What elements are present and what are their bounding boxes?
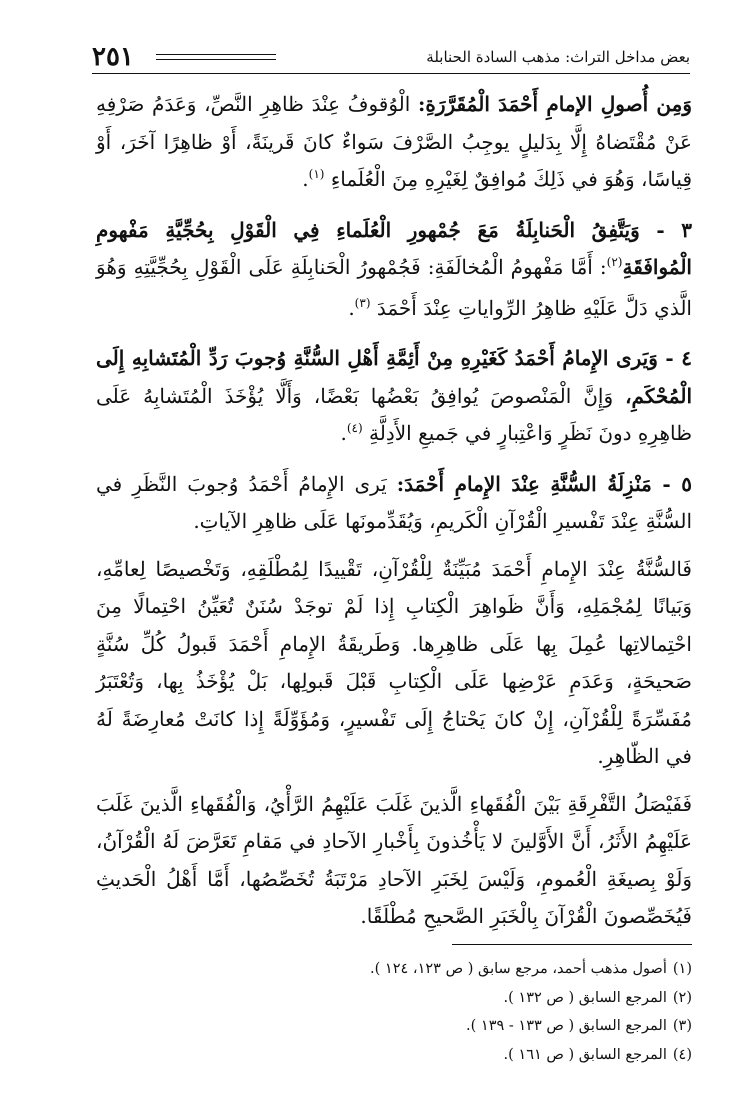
paragraph-heading: ٤ - وَيَرى الإِمامُ أَحْمَدُ كَغَيْرِهِ مِنْ أَئِمَّةِ أَهْلِ السُّنَّةِ وُجوبَ رَدِّ الْمُتَشابِهِ إِلَى الْمُحْكَمِ،	[96, 346, 692, 408]
header-decorative-rule	[156, 59, 276, 60]
page-number: ٢٥١	[92, 42, 134, 72]
paragraph-tail: .	[340, 421, 347, 445]
footnote-number: (٤)	[672, 1046, 692, 1063]
footnote-separator	[452, 944, 692, 945]
footnote-number: (١)	[672, 961, 692, 977]
paragraph-text: وَإِنَّ الْمَنْصوصَ يُوافِقُ بَعْضُها بَعْضًا، وَأَلَّا يُؤْخَذَ الْمُتَشابِهُ عَلَى ظاهِرِهِ دونَ نَظَرٍ وَاعْتِبارٍ في جَميعِ الأَدِلَّةِ	[96, 383, 692, 445]
footnote-ref: (٤)	[346, 421, 363, 435]
footnote-item	[300, 955, 692, 984]
footnote-text: أصول مذهب أحمد، مرجع سابق ( ص ١٢٣، ١٢٤ ).	[370, 961, 667, 977]
running-title: بعض مداخل التراث: مذهب السادة الحنابلة	[426, 48, 690, 66]
footnotes	[300, 955, 692, 1069]
footnote-text: المرجع السابق ( ص ١٣٣ - ١٣٩ ).	[466, 1018, 667, 1035]
paragraph-heading: وَمِن أُصولِ الإمامِ أَحْمَدَ الْمُقَرَّرَةِ:	[417, 92, 693, 116]
footnote-ref: (٣)	[354, 295, 371, 310]
paragraph-distinction	[96, 786, 692, 936]
paragraph-text: الْوُقوفُ عِنْدَ ظاهِرِ النَّصِّ، وَعَدَمُ صَرْفِهِ عَنْ مُقْتَضاهُ إِلَّا بِدَليلٍ يوجِبُ الصَّرْفَ سَواءٌ كانَ قَرينَةً، أَوْ ظاهِرًا آخَرَ، أَوْ قِياسًا، وَهُوَ في ذَلِكَ مُوافِقٌ لِغَيْرِهِ مِنَ الْعُلَماءِ	[96, 92, 692, 191]
header-decorative-rule	[156, 54, 276, 55]
footnote-item	[300, 984, 692, 1013]
footnote-item	[300, 1041, 692, 1070]
footnote-ref: (١)	[308, 167, 325, 181]
footnote-number: (٢)	[672, 989, 692, 1006]
paragraph-text: فَالسُّنَّةُ عِنْدَ الإِمامِ أَحْمَدَ مُبَيِّنَةٌ لِلْقُرْآنِ، تَقْييدًا لِمُطْلَقِهِ، وَتَخْصيصًا لِعامِّهِ، وَبَيانًا لِمُجْمَلِهِ، وَأَنَّ ظَواهِرَ الْكِتابِ إِذا لَمْ توجَدْ سُنَنٌ تُعَيِّنُ احْتِمالًا مِنَ احْتِمالاتِها عُمِلَ بِها عَلَى ظاهِرِها. وَطَريقَةُ الإِمامِ أَحْمَدَ قَبولُ كُلِّ سُنَّةٍ صَحيحَةٍ، وَعَدَمِ عَرْضِها عَلَى الْكِتابِ قَبْلَ قَبولِها، بَلْ يُؤْخَذُ بِها، وَتُعْتَبَرُ مُفَسِّرَةً لِلْقُرْآنِ، إِنْ كانَ يَحْتاجُ إِلَى تَفْسيرٍ، وَمُؤَوِّلَةً إِذا كانَتْ مُعارِضَةً لَهُ في الظّاهِرِ.	[96, 556, 692, 768]
paragraph-text: فَفَيْصَلُ التَّفْرِقَةِ بَيْنَ الْفُقَهاءِ الَّذينَ غَلَبَ عَلَيْهِمُ الرَّأْيُ، وَالْفُقَهاءِ الَّذينَ غَلَبَ عَلَيْهِمُ الأَثَرُ، أَنَّ الأَوَّلينَ لا يَأْخُذونَ بِأَخْبارِ الآحادِ في مَقامِ تَعَرَّضَ لَهُ الْقُرْآنُ، وَلَوْ بِصيغَةِ الْعُمومِ، وَلَيْسَ لِخَبَرِ الآحادِ مَرْتَبَةُ تُخَصِّصُها، أَمَّا أَهْلُ الْحَديثِ فَيُخَصِّصونَ الْقُرْآنَ بِالْخَبَرِ الصَّحيحِ مُطْلَقًا.	[96, 791, 692, 928]
paragraph-text: : أَمَّا مَفْهومُ الْمُخالَفَةِ: فَجُمْهورُ الْحَنابِلَةِ عَلَى الْقَوْلِ بِحُجِّيَّتِهِ وَهُوَ الَّذي دَلَّ عَلَيْهِ ظاهِرُ الرِّواياتِ عِنْدَ أَحْمَدَ	[96, 255, 692, 320]
paragraph-heading: ٣ - وَيَتَّفِقُ الْحَنابِلَةُ مَعَ جُمْهورِ الْعُلَماءِ فِي الْقَوْلِ بِحُجِّيَّةِ مَفْهومِ الْمُوافَقَةِ	[96, 217, 692, 279]
header-divider	[92, 73, 690, 74]
paragraph-tail: .	[348, 295, 355, 320]
footnote-text: المرجع السابق ( ص ١٣٢ ).	[503, 989, 667, 1006]
running-header	[92, 40, 690, 74]
footnote-text: المرجع السابق ( ص ١٦١ ).	[503, 1046, 667, 1063]
paragraph-sunnah-explains	[96, 551, 692, 776]
paragraph-heading: ٥ - مَنْزِلَةُ السُّنَّةِ عِنْدَ الإِمامِ أَحْمَدَ:	[396, 471, 693, 496]
footnote-ref: (٢)	[606, 255, 623, 269]
paragraph-tail: .	[302, 167, 309, 191]
main-text	[96, 86, 692, 936]
paragraph-mafhum	[96, 212, 692, 331]
paragraph-usul	[96, 86, 692, 202]
footnote-number: (٣)	[672, 1018, 692, 1035]
paragraph-text: يَرى الإِمامُ أَحْمَدُ وُجوبَ النَّظَرِ في السُّنَّةِ عِنْدَ تَفْسيرِ الْقُرْآنِ الْكَريمِ، وَيُقَدِّمونَها عَلَى ظاهِرِ الآياتِ.	[96, 471, 692, 533]
paragraph-sunnah-status	[96, 466, 692, 541]
footnote-item	[300, 1012, 692, 1041]
paragraph-mutashabih	[96, 340, 692, 456]
